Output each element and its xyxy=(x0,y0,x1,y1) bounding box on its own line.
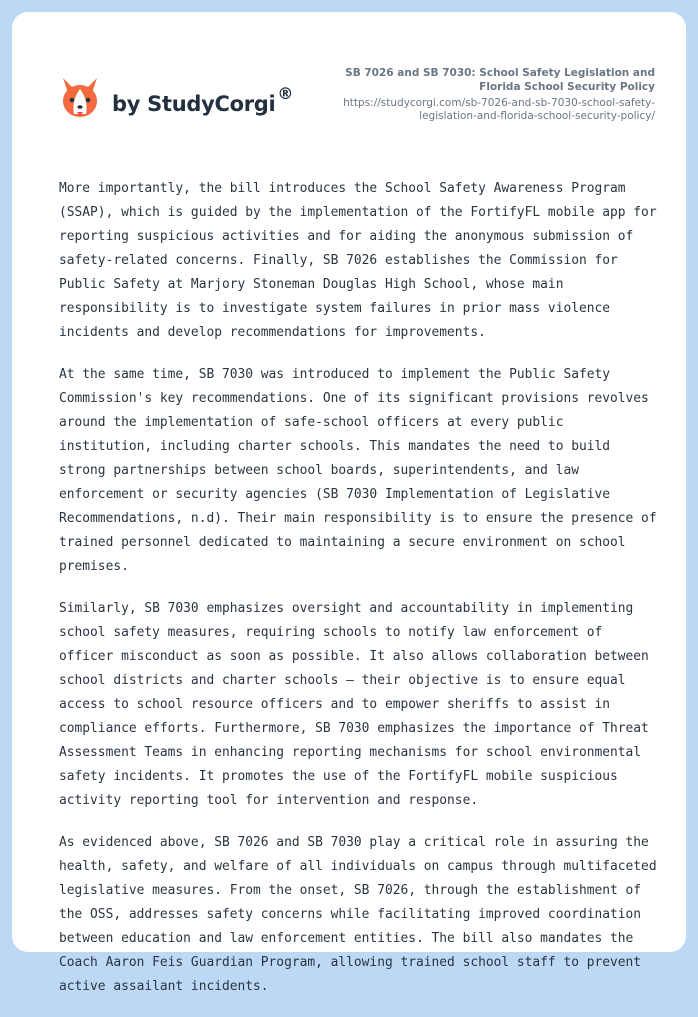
paragraph: At the same time, SB 7030 was introduced to implement the Public Safety Commission's key recommendations. One of its significant provisions revolves around the implementation of safe-school officers at every public institution, including charter schools. This mandates the need to build strong partnerships between school boards, superintendents, and law enforcement or security agencies (SB 7030 Implementation of Legislative Recommendations, n.d). Their main responsibility is to ensure the presence of trained personnel dedicated to maintaining a secure environment on school premises. xyxy=(59,367,657,574)
document-meta xyxy=(305,66,655,123)
paragraph: As evidenced above, SB 7026 and SB 7030 play a critical role in assuring the health, safety, and welfare of all individuals on campus through multifaceted legislative measures. From the onset, SB 7026, through the establishment of the OSS, addresses safety concerns while facilitating improved coordination between education and law enforcement entities. The bill also mandates the Coach Aaron Feis Guardian Program, allowing trained school staff to prevent active assailant incidents. xyxy=(59,835,657,994)
corgi-icon xyxy=(60,76,100,120)
paragraph: More importantly, the bill introduces the School Safety Awareness Program (SSAP), which is guided by the implementation of the FortifyFL mobile app for reporting suspicious activities and for aiding the anonymous submission of safety-related concerns. Finally, SB 7026 establishes the Commission for Public Safety at Marjory Stoneman Douglas High School, whose main responsibility is to investigate system failures in prior mass violence incidents and develop recommendations for improvements. xyxy=(59,181,657,340)
brand-text: by StudyCorgi xyxy=(112,92,276,116)
document-page xyxy=(12,12,686,994)
document-url[interactable]: https://studycorgi.com/sb-7026-and-sb-7030-school-safety-legislation-and-florida-school-security-policy/ xyxy=(343,97,655,122)
brand-name xyxy=(112,84,294,116)
studycorgi-logo[interactable] xyxy=(60,76,293,120)
paragraph: Similarly, SB 7030 emphasizes oversight and accountability in implementing school safety measures, requiring schools to notify law enforcement of officer misconduct as soon as possible. It also allows collaboration between school districts and charter schools – their objective is to ensure equal access to school resource officers and to empower sheriffs to assist in compliance efforts. Furthermore, SB 7030 emphasizes the importance of Threat Assessment Teams in enhancing reporting mechanisms for school environmental safety incidents. It promotes the use of the FortifyFL mobile suspicious activity reporting tool for intervention and response. xyxy=(59,601,649,808)
registered-mark: ® xyxy=(277,84,294,103)
article-body xyxy=(59,177,659,1017)
document-title: SB 7026 and SB 7030: School Safety Legislation and Florida School Security Policy xyxy=(345,67,655,93)
